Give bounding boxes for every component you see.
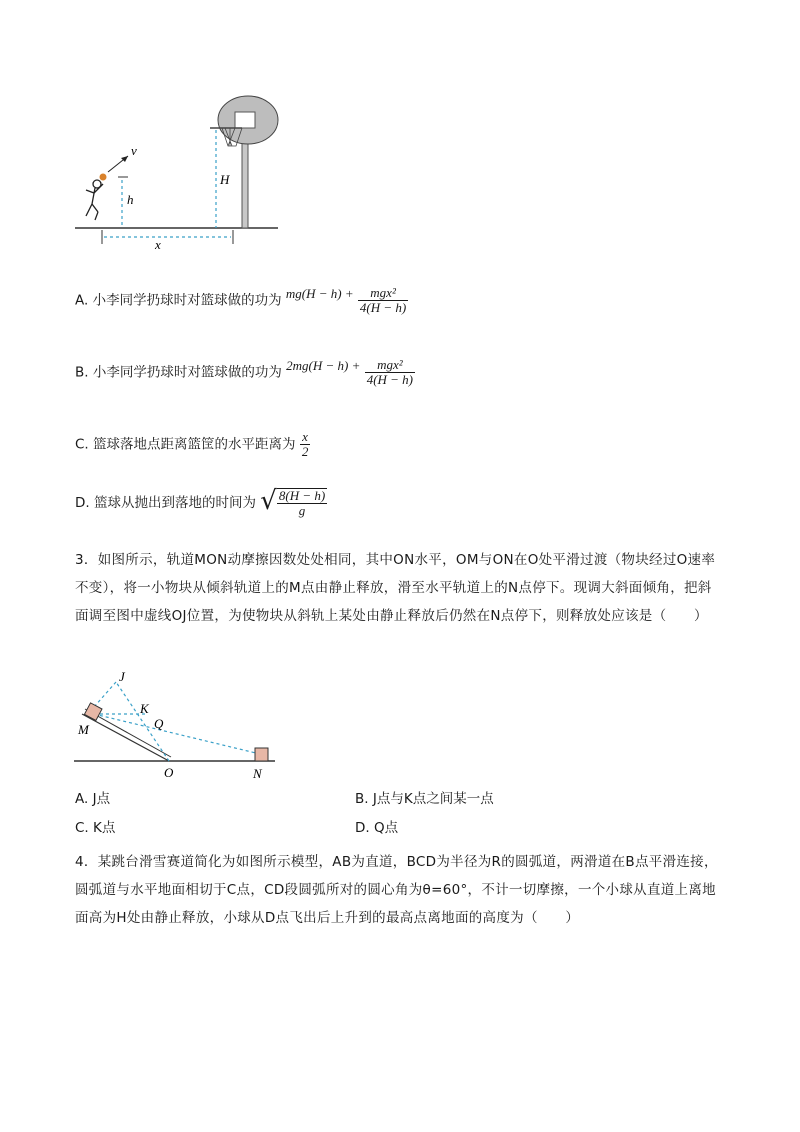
block-N (255, 748, 268, 761)
label-x: x (155, 237, 161, 252)
hoop-pole (242, 132, 248, 228)
label-H: H (220, 172, 230, 187)
option-c-q2: C. 篮球落地点距离篮筐的水平距离为 $\frac{x}{2}$ (75, 429, 309, 459)
label-O: O (164, 765, 174, 780)
fraction: $\frac{8(H - h)}{g}$ (278, 488, 326, 518)
sqrt-icon: √ (260, 486, 277, 516)
label-h: h (127, 192, 134, 207)
fraction: $\frac{\text{mgx²}}{4(H - h)}$ (366, 357, 414, 387)
dashed-J-M (94, 682, 116, 707)
question-4: 4．某跳台滑雪赛道简化为如图所示模型，AB为直道，BCD为半径为R的圆弧道，两滑道在B点平滑连接，圆弧道与水平地面相切于C点，CD段圆弧所对的圆心角为θ=60°，不计一切摩擦，一个小球从直道上离地面高为H处由静止释放，小球从D点飞出后上升到的最高点离地面的高度为（ ） (75, 854, 718, 926)
person-figure (86, 180, 103, 220)
block-M (84, 703, 102, 721)
option-d-q2: D. 篮球从抛出到落地的时间为 √ $\frac{8(H - h)}{g}$ (75, 486, 326, 518)
label-K: K (140, 701, 149, 716)
label-Q: Q (154, 716, 164, 731)
fraction: $\frac{\text{mgx²}}{4(H - h)}$ (359, 285, 407, 315)
label-J: J (119, 669, 125, 684)
option-text: 篮球从抛出到落地的时间为 (93, 495, 256, 511)
label-N: N (253, 766, 262, 781)
option-a-q2: A. 小李同学扔球时对篮球做的功为 mg(H − h) + $\frac{\text{mgx²}}{4(H - h)}$ (75, 285, 407, 315)
option-b-q2: B. 小李同学扔球时对篮球做的功为 2mg(H − h) + $\frac{\text{mgx²}}{4(H - h)}$ (75, 357, 414, 387)
option-b-q3: B. J点与K点之间某一点 (355, 791, 494, 807)
basketball-figure (70, 92, 285, 252)
fraction: $\frac{x}{2}$ (301, 429, 309, 459)
option-c-q3: C. K点 (75, 820, 116, 836)
option-text: 小李同学扔球时对篮球做的功为 (92, 364, 282, 381)
option-d-q3: D. Q点 (355, 820, 399, 836)
option-text: 小李同学扔球时对篮球做的功为 (92, 292, 282, 309)
label-v: v (131, 143, 137, 158)
backboard-square (235, 112, 255, 128)
slope-figure (70, 662, 285, 782)
question-3: 3．如图所示，轨道MON动摩擦因数处处相同，其中ON水平，OM与ON在O处平滑过渡（物块经过O速率不变），将一小物块从倾斜轨道上的M点由静止释放，滑至水平轨道上的N点停下。现调大斜面倾角，把斜面调至图中虚线OJ位置，为使物块从斜轨上某处由静止释放后仍然在N点停下，则释放处应该是（ ） (75, 552, 716, 624)
label-M: M (78, 722, 89, 737)
option-a-q3: A. J点 (75, 791, 111, 807)
option-text: 篮球落地点距离篮筐的水平距离为 (93, 436, 296, 453)
basketball (100, 174, 107, 181)
